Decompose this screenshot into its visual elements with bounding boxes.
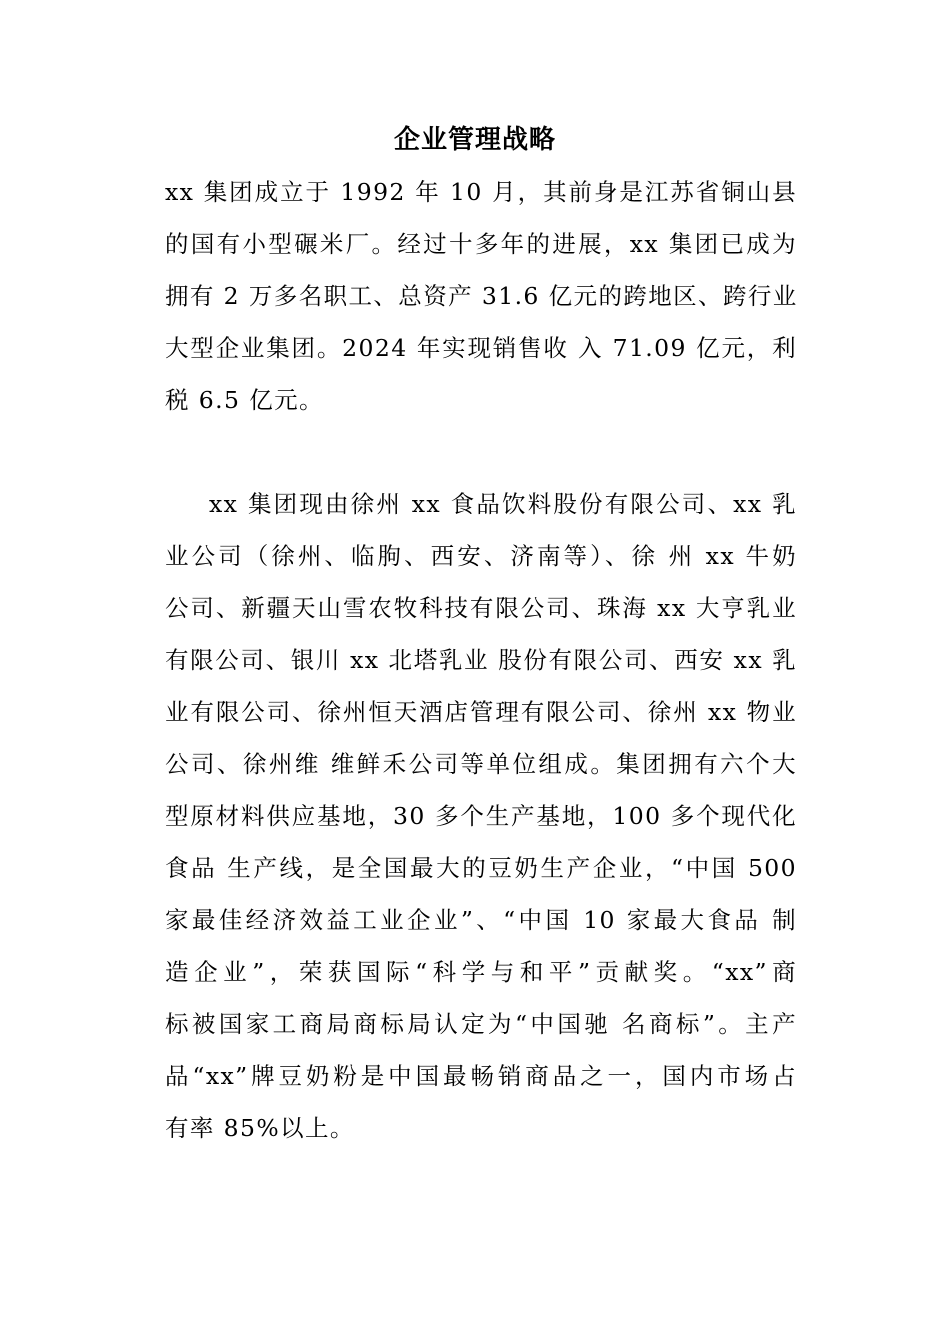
paragraph-group-composition (165, 478, 797, 1154)
paragraph-company-history (165, 166, 797, 426)
paragraph-line: 标被国家工商局商标局认定为“中国驰 名商标”。主产 (165, 1010, 797, 1038)
paragraph-line: 有率 85%以上。 (165, 1114, 355, 1142)
paragraph-line: 有限公司、银川 xx 北塔乳业 股份有限公司、西安 xx 乳 (165, 646, 797, 674)
paragraph-line: xx 集团成立于 1992 年 10 月，其前身是江苏省铜山县 (165, 178, 797, 206)
paragraph-line: 的国有小型碾米厂。经过十多年的进展，xx 集团已成为 (165, 230, 797, 258)
paragraph-line: 食品 生产线，是全国最大的豆奶生产企业，“中国 500 (165, 854, 797, 882)
document-title: 企业管理战略 (393, 125, 556, 155)
paragraph-line: 大型企业集团。2024 年实现销售收 入 71.09 亿元，利 (165, 334, 797, 362)
paragraph-line: 公司、徐州维 维鲜禾公司等单位组成。集团拥有六个大 (165, 750, 797, 778)
paragraph-line: 造企业”，荣获国际“科学与和平”贡献奖。“xx”商 (165, 958, 797, 986)
paragraph-line: 家最佳经济效益工业企业”、“中国 10 家最大食品 制 (165, 906, 797, 934)
paragraph-line: 业有限公司、徐州恒天酒店管理有限公司、徐州 xx 物业 (165, 698, 797, 726)
paragraph-line: xx 集团现由徐州 xx 食品饮料股份有限公司、xx 乳 (209, 490, 797, 518)
paragraph-line: 拥有 2 万多名职工、总资产 31.6 亿元的跨地区、跨行业 (165, 282, 798, 310)
paragraph-line: 品“xx”牌豆奶粉是中国最畅销商品之一，国内市场占 (165, 1062, 797, 1090)
paragraph-line: 公司、新疆天山雪农牧科技有限公司、珠海 xx 大亨乳业 (165, 594, 797, 622)
paragraph-line: 税 6.5 亿元。 (165, 386, 324, 414)
paragraph-line: 型原材料供应基地，30 多个生产基地，100 多个现代化 (165, 802, 797, 830)
paragraph-line: 业公司（徐州、临朐、西安、济南等）、徐 州 xx 牛奶 (165, 542, 797, 570)
